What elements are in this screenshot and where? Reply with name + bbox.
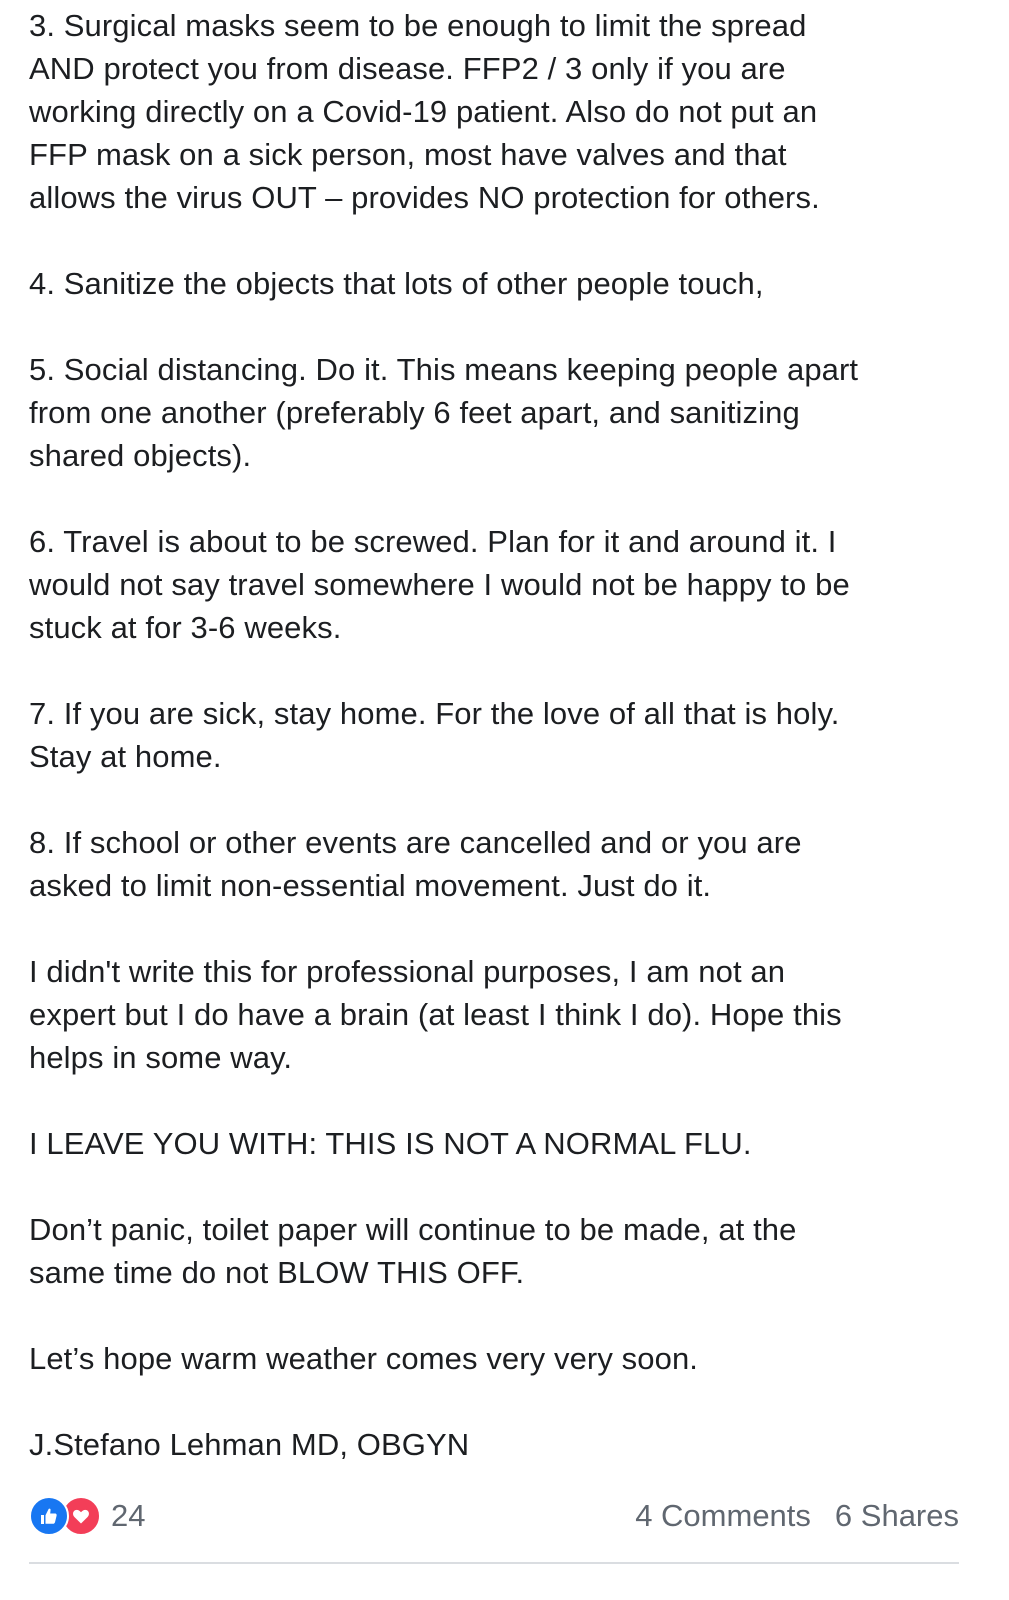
post-body <box>29 4 989 1466</box>
post-paragraph-school-events: 8. If school or other events are cancelled and or you are asked to limit non-essential movement. Just do it. <box>29 825 802 903</box>
post-paragraph-travel: 6. Travel is about to be screwed. Plan for it and around it. I would not say travel somewhere I would not be happy to be stuck at for 3-6 weeks. <box>29 524 850 645</box>
post-paragraph-masks: 3. Surgical masks seem to be enough to limit the spread AND protect you from disease. FFP2 / 3 only if you are working directly on a Covid-19 patient. Also do not put an FFP mask on a sick person, most have valves and that allows the virus OUT – provides NO protection for others. <box>29 8 820 215</box>
post-paragraph-dont-panic: Don’t panic, toilet paper will continue to be made, at the same time do not BLOW THIS OFF. <box>29 1212 797 1290</box>
reaction-count: 24 <box>111 1498 146 1533</box>
post-signature: J.Stefano Lehman MD, OBGYN <box>29 1427 470 1462</box>
post-paragraph-social-distancing: 5. Social distancing. Do it. This means keeping people apart from one another (preferably 6 feet apart, and sanitizing shared objects). <box>29 352 859 473</box>
footer-divider <box>29 1562 959 1564</box>
like-icon <box>29 1496 69 1536</box>
post-paragraph-disclaimer: I didn't write this for professional purposes, I am not an expert but I do have a brain (at least I think I do). Hope this helps in some way. <box>29 954 842 1075</box>
post-paragraph-sanitize: 4. Sanitize the objects that lots of other people touch, <box>29 266 764 301</box>
post-footer <box>29 1492 959 1540</box>
shares-link[interactable]: 6 Shares <box>834 1498 959 1533</box>
comments-link[interactable]: 4 Comments <box>635 1498 811 1533</box>
post-stats <box>611 1498 959 1534</box>
post-paragraph-not-normal-flu: I LEAVE YOU WITH: THIS IS NOT A NORMAL FLU. <box>29 1126 752 1161</box>
post-paragraph-warm-weather: Let’s hope warm weather comes very very soon. <box>29 1341 699 1376</box>
reactions-summary[interactable] <box>29 1496 145 1536</box>
post-paragraph-stay-home: 7. If you are sick, stay home. For the love of all that is holy. Stay at home. <box>29 696 840 774</box>
